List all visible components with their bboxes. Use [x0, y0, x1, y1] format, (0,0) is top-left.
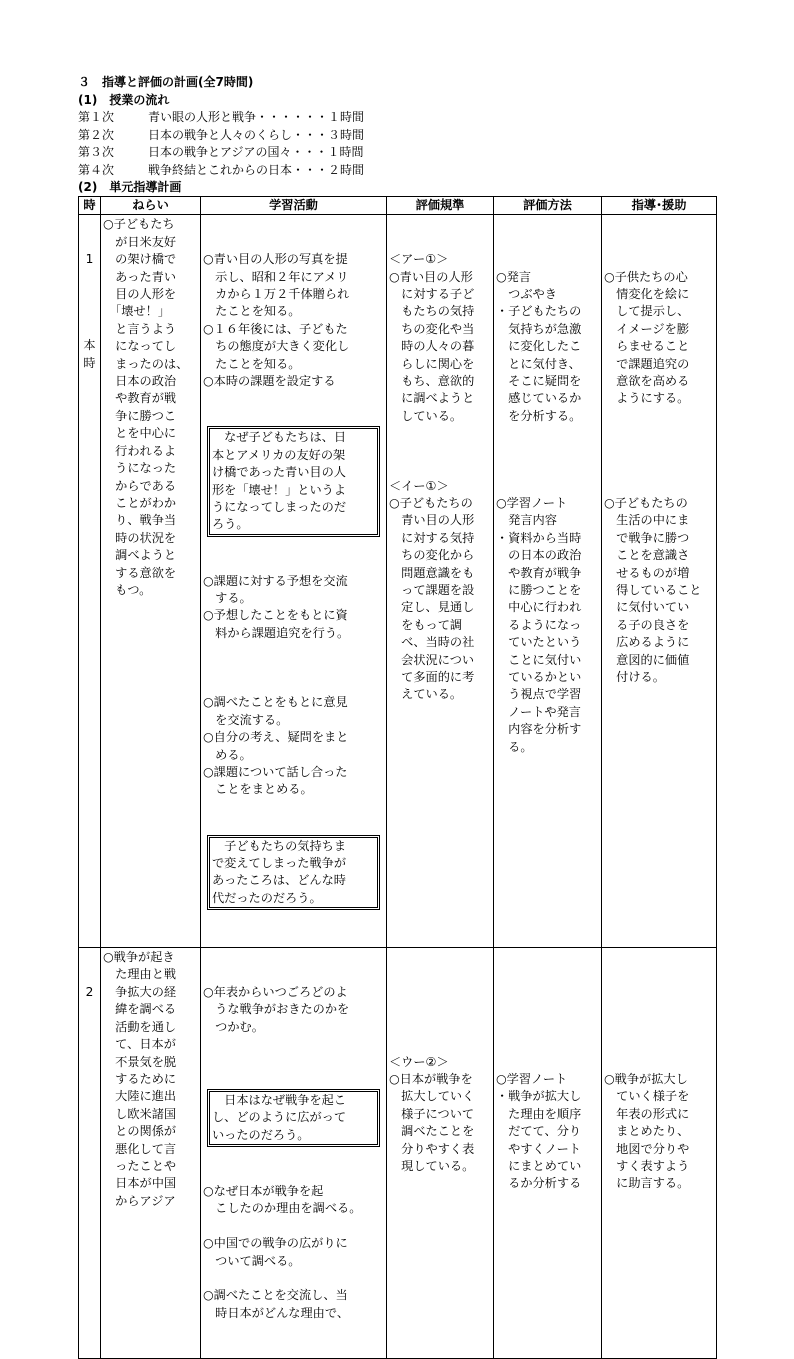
- plan-heading: (2) 単元指導計画: [78, 180, 182, 194]
- activity-cell: [201, 948, 387, 1359]
- flow-text: 日本の戦争と人々のくらし・・・３時間: [148, 127, 365, 142]
- flow-stage: 第２次: [78, 127, 115, 142]
- table-header-row: [79, 197, 717, 215]
- lesson-question-box: なぜ子どもたちは、日 本とアメリカの友好の架 け橋であった青い目の人 形を「壊せ！」というよ うになってしまったのだ ろう。: [207, 426, 380, 536]
- flow-text: 日本の戦争とアジアの国々・・・１時間: [148, 145, 364, 159]
- method-cell: ○学習ノート ・戦争が拡大し た理由を順序 だてて、分り やすくノート にまとめてい るか分析する: [494, 948, 602, 1359]
- activity-cell: [201, 215, 387, 948]
- table-row: [79, 215, 717, 948]
- flow-stage: 第１次: [78, 110, 115, 124]
- hour-label: 本 時: [83, 338, 96, 370]
- flow-heading: (1) 授業の流れ: [78, 92, 170, 107]
- flow-text: 戦争終結とこれからの日本・・・２時間: [148, 162, 365, 177]
- flow-item: [78, 127, 364, 145]
- flow-list: [78, 109, 364, 179]
- flow-item: [78, 144, 364, 162]
- flow-item: [78, 109, 364, 127]
- criteria-cell: ＜ウー②＞ ○日本が戦争を 拡大していく 様子について 調べたことを 分りやすく表 現している。: [387, 948, 494, 1359]
- flow-item: [78, 162, 364, 180]
- col-header-activity: 学習活動: [201, 197, 387, 215]
- table-row: [79, 948, 717, 1359]
- col-header-guidance: 指導･援助: [602, 197, 717, 215]
- col-header-method: 評価方法: [494, 197, 602, 215]
- method-cell: ○発言 つぶやき ・子どもたちの 気持ちが急激 に変化したこ とに気付き、 そこに疑問を 感じているか を分析する。 ○学習ノート 発言内容 ・資料から当時 の日本の政治 や教育が戦争 に勝つことを 中心に行われ るようになっ ていたという ことに気付い ているかとい う視点で学習 ノートや発言 内容を分析す る。: [494, 215, 602, 948]
- lesson-question-box: 日本はなぜ戦争を起こ し、どのように広がって いったのだろう。: [207, 1089, 380, 1147]
- document-header: [78, 74, 364, 197]
- flow-stage: 第３次: [78, 145, 115, 159]
- summary-box: 子どもたちの気持ちま で変えてしまった戦争が あったころは、どんな時 代だったのだろう。: [207, 835, 380, 911]
- col-header-aim: ねらい: [101, 197, 201, 215]
- col-header-hour: 時: [79, 197, 101, 215]
- activity-text: ○なぜ日本が戦争を起 こしたのか理由を調べる。 ○中国での戦争の広がりに ついて調べる。 ○調べたことを交流し、当 時日本がどんな理由で、: [203, 1183, 362, 1320]
- unit-plan-table: [78, 196, 717, 1359]
- guidance-cell: ○子供たちの心 情変化を絵に して提示し、 イメージを膨 らませること で課題追究の 意欲を高める ようにする。 ○子どもたちの 生活の中にま で戦争に勝つ ことを意識さ せるものが増 得していること に気付いてい る子の良さを 広めるように 意図的に価値 付ける。: [602, 215, 717, 948]
- flow-stage: 第４次: [78, 162, 115, 177]
- hour-cell: [79, 948, 101, 1359]
- section-title: ３ 指導と評価の計画(全7時間): [78, 75, 254, 89]
- hour-number: 1: [85, 252, 94, 267]
- hour-number: 2: [85, 984, 94, 999]
- aim-cell: ○子どもたち が日米友好 の架け橋で あった青い 目の人形を 「壊せ！」 と言うよう になってし まったのは、 日本の政治 や教育が戦 争に勝つこ とを中心に 行われるよ うになった からである ことがわか り、戦争当 時の状況を 調べようと する意欲を もつ。: [101, 215, 201, 948]
- hour-cell: [79, 215, 101, 948]
- activity-text: ○年表からいつごろどのよ うな戦争がおきたのかを つかむ。: [203, 984, 350, 1034]
- flow-text: 青い眼の人形と戦争・・・・・・１時間: [148, 110, 365, 124]
- aim-cell: ○戦争が起き た理由と戦 争拡大の経 緯を調べる 活動を通し て、日本が 不景気を脱 するために 大陸に進出 し欧米諸国 との関係が 悪化して言 ったことや 日本が中国 からアジア: [101, 948, 201, 1359]
- guidance-cell: ○戦争が拡大し ていく様子を 年表の形式に まとめたり、 地図で分りや すく表すよう に助言する。: [602, 948, 717, 1359]
- activity-text: ○青い目の人形の写真を提 示し、昭和２年にアメリ カから１万２千体贈られ たことを知る。 ○１６年後には、子どもた ちの態度が大きく変化し たことを知る。 ○本時の課題を設定する: [203, 252, 350, 389]
- col-header-criteria: 評価規準: [387, 197, 494, 215]
- criteria-cell: ＜アー①＞ ○青い目の人形 に対する子ど もたちの気持 ちの変化や当 時の人々の暮 らしに関心を もち、意欲的 に調べようと している。 ＜イー①＞ ○子どもたちの 青い目の人形 に対する気持 ちの変化から 問題意識をも って課題を設 定し、見通し をもって調 べ、当時の社 会状況につい て多面的に考 えている。: [387, 215, 494, 948]
- activity-text: ○課題に対する予想を交流 する。 ○予想したことをもとに資 料から課題追究を行う。 ○調べたことをもとに意見 を交流する。 ○自分の考え、疑問をまと める。 ○課題について話し合った ことをまとめる。: [203, 573, 350, 797]
